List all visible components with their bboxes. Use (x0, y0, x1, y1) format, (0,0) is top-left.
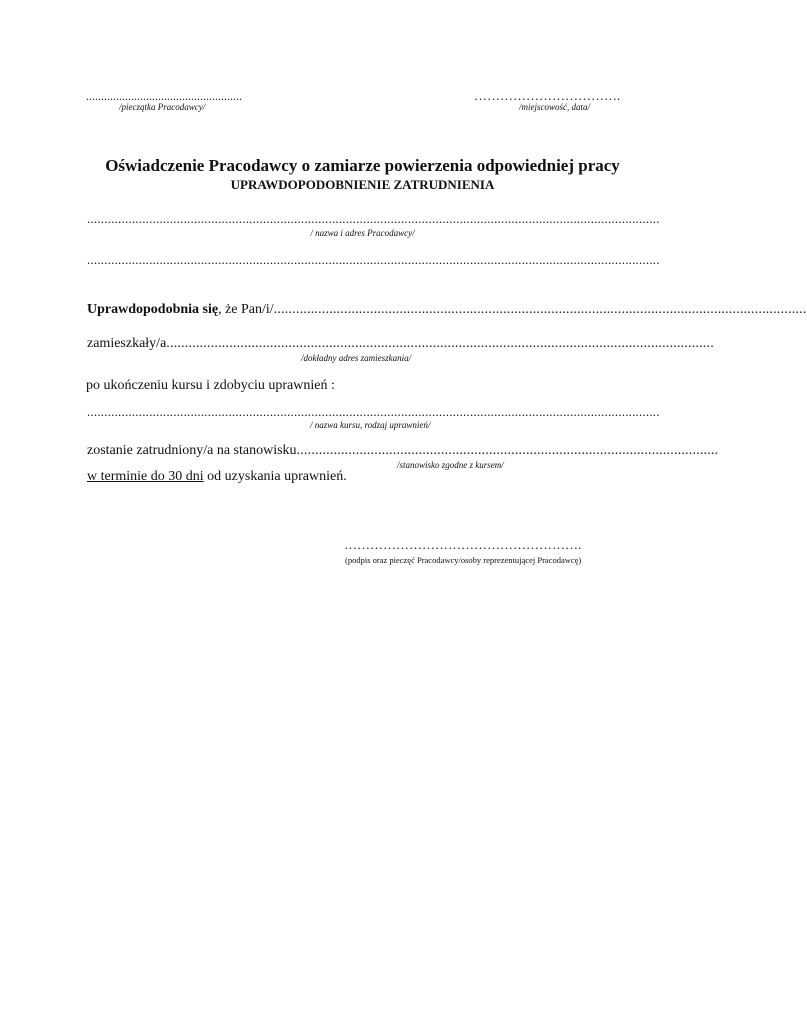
stamp-line: .................................................... (86, 89, 242, 103)
stamp-caption: /pieczątka Pracodawcy/ (119, 102, 206, 112)
employer-line-2-dots: ...................................................................................................................................................................... (87, 252, 660, 267)
residing-dots: .................................................................................................................................................... (166, 336, 714, 351)
document-subtitle: UPRAWDOPODOBNIENIE ZATRUDNIENIA (230, 177, 495, 192)
signature-line: ………………………………………………. (344, 537, 582, 552)
employed-dots: .................................................................................................................. (296, 443, 719, 458)
probable-dots: ................................................................................................................................................ (273, 302, 807, 317)
probable-rest-text: , że Pan/i/ (218, 302, 274, 317)
course-caption: / nazwa kursu, rodzaj uprawnień/ (310, 420, 431, 430)
course-dots: ...................................................................................................................................................................... (87, 404, 660, 419)
employed-line (87, 443, 719, 459)
employer-line-1 (87, 211, 660, 227)
document-title: Oświadczenie Pracodawcy o zamiarze powierzenia odpowiedniej pracy (105, 156, 620, 175)
probable-bold-text: Uprawdopodobnia się (87, 302, 219, 317)
employer-caption: / nazwa i adres Pracodawcy/ (310, 228, 415, 238)
term-line (87, 469, 347, 485)
residing-label: zamieszkały/a (87, 336, 167, 351)
term-rest-text: od uzyskania uprawnień. (203, 469, 347, 484)
residing-caption: /dokładny adres zamieszkania/ (301, 353, 412, 363)
employed-label: zostanie zatrudniony/a na stanowisku (87, 443, 297, 458)
employer-line-2 (87, 252, 660, 268)
position-caption: /stanowisko zgodne z kursem/ (397, 460, 504, 470)
place-date-line: ……………………………. (474, 88, 621, 103)
place-date-caption: /miejscowość, data/ (519, 102, 590, 112)
signature-caption: (podpis oraz pieczęć Pracodawcy/osoby reprezentującej Pracodawcę) (345, 555, 582, 565)
after-course-text: po ukończeniu kursu i zdobyciu uprawnień : (86, 378, 335, 393)
course-line (87, 404, 660, 420)
residing-line (87, 336, 714, 352)
employer-line-1-dots: ...................................................................................................................................................................... (87, 211, 660, 226)
probable-line (87, 302, 807, 318)
term-underlined-text: w terminie do 30 dni (87, 469, 204, 484)
